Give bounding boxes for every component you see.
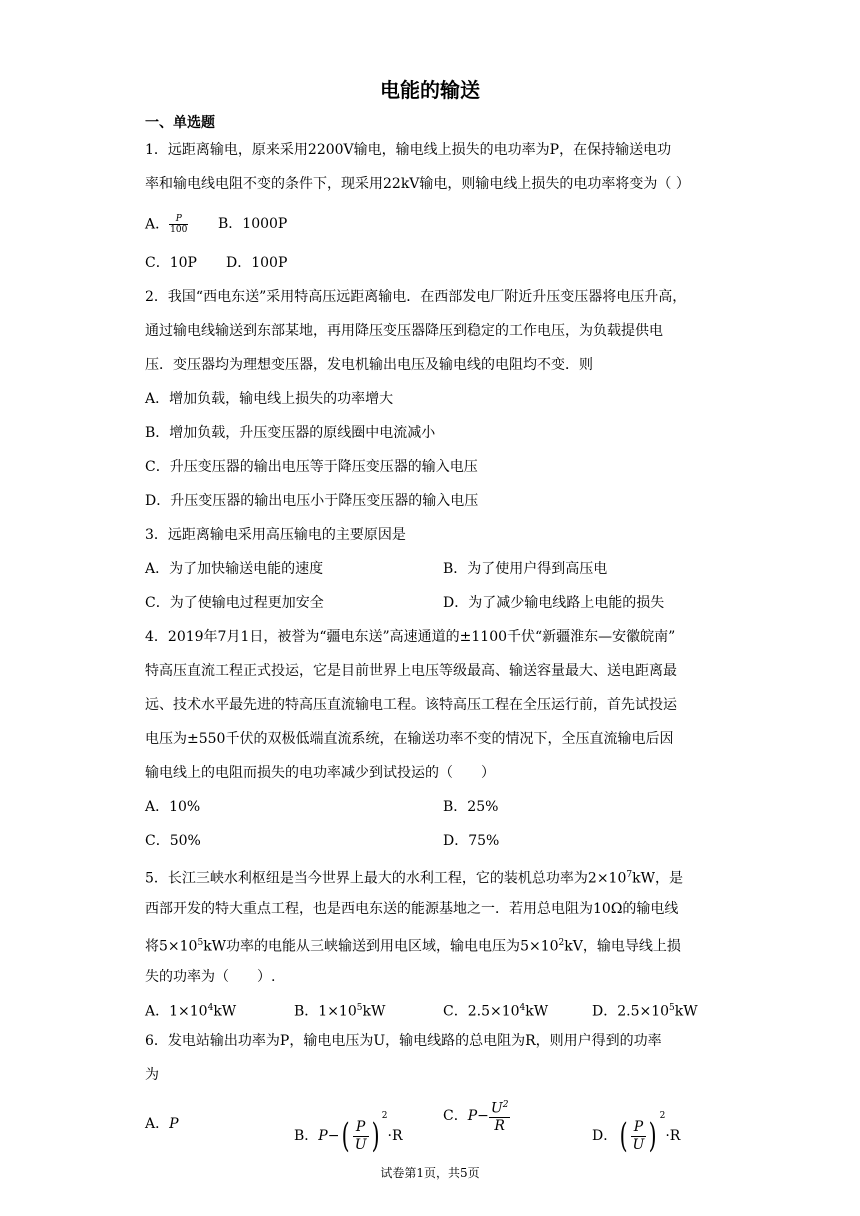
q4-stem-line5: 输电线上的电阻而损失的电功率减少到试投运的（ ） — [145, 765, 495, 781]
q4-stem-line4: 电压为±550千伏的双极低端直流系统，在输送功率不变的情况下，全压直流输电后因 — [145, 731, 674, 747]
q6-stem-line1: 6．发电站输出功率为P，输电电压为U，输电线路的总电阻为R，则用户得到的功率 — [145, 1033, 662, 1049]
q3-option-c: C．为了使输电过程更加安全 — [145, 595, 324, 611]
q3-stem: 3．远距离输电采用高压输电的主要原因是 — [145, 527, 406, 543]
q4-option-a: A．10% — [145, 799, 201, 815]
q5-stem-line2: 西部开发的特大重点工程，也是西电东送的能源基地之一．若用总电阻为10Ω的输电线 — [145, 901, 679, 917]
q5-stem-line4: 失的功率为（ ）. — [145, 969, 276, 985]
q4-option-c: C．50% — [145, 833, 201, 849]
q5-option-b: B．$1\times 10^5kW$ — [294, 1003, 386, 1020]
q6-option-b: B．P−( $\frac{P}{U}$ ) $^2$·R — [294, 1111, 403, 1156]
page-footer: 试卷第1页，共5页 — [380, 1166, 480, 1180]
q1-option-b: B．1000P — [218, 216, 288, 232]
q6-option-d: D．( $\frac{P}{U}$ ) $^2$·R — [592, 1111, 681, 1156]
q5-option-c: C．$2.5\times 10^4kW$ — [443, 1003, 549, 1020]
q3-option-b: B．为了使用户得到高压电 — [443, 561, 608, 577]
q2-option-a: A．增加负载，输电线上损失的功率增大 — [145, 391, 394, 407]
q2-option-c: C．升压变压器的输出电压等于降压变压器的输入电压 — [145, 459, 478, 475]
q2-stem-line2: 通过输电线输送到东部某地，再用降压变压器降压到稳定的工作电压，为负载提供电 — [145, 323, 663, 339]
q4-option-b: B．25% — [443, 799, 499, 815]
q1-option-a: A． $\frac{P}{100}$ — [145, 214, 188, 235]
q2-stem-line3: 压．变压器均为理想变压器，发电机输出电压及输电线的电阻均不变．则 — [145, 357, 593, 373]
q6-option-c: C．P− $\frac{U^2}{R}$ — [443, 1096, 510, 1136]
q1-option-d: D．100P — [226, 255, 288, 271]
q6-c-fraction: $\frac{U^2}{R}$ — [489, 1097, 511, 1136]
page-title: 电能的输送 — [380, 78, 480, 102]
q4-stem-line1: 4．2019年7月1日，被誉为“疆电东送”高速通道的±1100千伏“新疆淮东—安徽皖南” — [145, 629, 676, 645]
q4-option-d: D．75% — [443, 833, 500, 849]
section-heading: 一、单选题 — [145, 115, 215, 131]
q5-option-a: A．$1\times 10^4kW$ — [145, 1003, 237, 1020]
q1-stem-line2: 率和输电线电阻不变的条件下，现采用22kV输电，则输电线上损失的电功率将变为（ ） — [145, 176, 690, 192]
q2-option-d: D．升压变压器的输出电压小于降压变压器的输入电压 — [145, 493, 479, 509]
q1-option-c: C．10P — [145, 255, 197, 271]
q4-stem-line3: 远、技术水平最先进的特高压直流输电工程。该特高压工程在全压运行前，首先试投运 — [145, 697, 677, 713]
q1-fraction: $\frac{P}{100}$ — [170, 214, 188, 235]
q5-stem-line3: 将$5\times 10^5kW$功率的电能从三峡输送到用电区域，输电电压为$5\times 10^2kV$，输电导线上损 — [145, 938, 681, 955]
q6-d-fraction: $\frac{P}{U}$ — [632, 1118, 645, 1153]
q5-stem-line1: 5．长江三峡水利枢纽是当今世界上最大的水利工程，它的装机总功率为$2\times 10^7kW$，是 — [145, 870, 683, 887]
q6-stem-line2: 为 — [145, 1067, 159, 1083]
q3-option-d: D．为了减少输电线路上电能的损失 — [443, 595, 665, 611]
q6-b-fraction: $\frac{P}{U}$ — [354, 1118, 367, 1153]
q1-stem-line1: 1．远距离输电，原来采用2200V输电，输电线上损失的电功率为P，在保持输送电功 — [145, 142, 672, 158]
q2-option-b: B．增加负载，升压变压器的原线圈中电流减小 — [145, 425, 436, 441]
q2-stem-line1: 2．我国“西电东送”采用特高压远距离输电．在西部发电厂附近升压变压器将电压升高， — [145, 289, 687, 305]
q5-option-d: D．$2.5\times 10^5kW$ — [592, 1003, 698, 1020]
q6-option-a: A．P — [145, 1116, 179, 1132]
q3-option-a: A．为了加快输送电能的速度 — [145, 561, 324, 577]
q4-stem-line2: 特高压直流工程正式投运，它是目前世界上电压等级最高、输送容量最大、送电距离最 — [145, 663, 677, 679]
